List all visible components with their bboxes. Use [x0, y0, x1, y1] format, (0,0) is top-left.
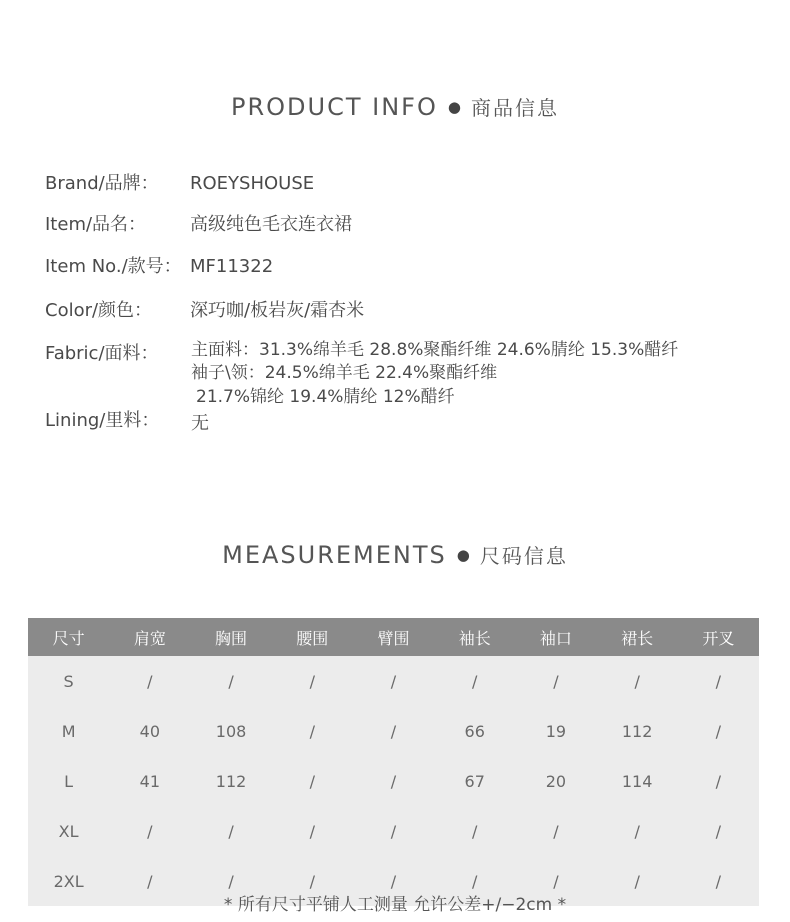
header-skirt-length: 裙长 — [597, 618, 678, 656]
table-cell: / — [678, 756, 759, 806]
table-cell: / — [190, 856, 271, 906]
table-cell: M — [28, 706, 109, 756]
product-info-title-cn: 商品信息 — [470, 96, 559, 120]
table-cell: / — [272, 806, 353, 856]
fabric-label: Fabric/面料： — [45, 343, 159, 364]
color-value: 深巧咖/板岩灰/霜杏米 — [190, 300, 365, 321]
bullet-dot-icon: ● — [447, 98, 461, 116]
header-bust: 胸围 — [190, 618, 271, 656]
table-cell: / — [597, 806, 678, 856]
product-info-title — [0, 92, 790, 121]
table-row — [28, 756, 759, 806]
fabric-row — [45, 339, 190, 365]
header-cuff: 袖口 — [515, 618, 596, 656]
measurements-title-cn: 尺码信息 — [479, 544, 568, 568]
color-label: Color/颜色： — [45, 300, 153, 321]
fabric-value-line2: 袖子\领：24.5%绵羊毛 22.4%聚酯纤维 — [191, 363, 498, 383]
table-cell: / — [515, 856, 596, 906]
table-cell: 66 — [434, 706, 515, 756]
table-cell: 19 — [515, 706, 596, 756]
brand-label: Brand/品牌： — [45, 173, 159, 194]
size-table-header-row — [28, 618, 759, 656]
table-cell: / — [353, 806, 434, 856]
table-cell: XL — [28, 806, 109, 856]
table-cell: / — [678, 856, 759, 906]
table-cell: / — [353, 656, 434, 706]
table-cell: 112 — [597, 706, 678, 756]
table-cell: / — [434, 806, 515, 856]
table-cell: L — [28, 756, 109, 806]
table-cell: / — [272, 656, 353, 706]
table-cell: S — [28, 656, 109, 706]
brand-value: ROEYSHOUSE — [190, 173, 315, 194]
size-table — [28, 618, 759, 906]
header-slit: 开叉 — [678, 618, 759, 656]
table-cell: / — [109, 806, 190, 856]
table-cell: / — [353, 756, 434, 806]
table-cell: 20 — [515, 756, 596, 806]
table-cell: / — [109, 656, 190, 706]
table-cell: / — [597, 656, 678, 706]
measurement-note: * 所有尺寸平铺人工测量 允许公差+/−2cm * — [223, 895, 567, 915]
table-cell: 114 — [597, 756, 678, 806]
table-cell: 40 — [109, 706, 190, 756]
brand-row — [45, 169, 314, 195]
table-cell: / — [272, 756, 353, 806]
table-row — [28, 656, 759, 706]
measurements-title — [0, 540, 790, 569]
item-no-label: Item No./款号： — [45, 256, 182, 277]
table-cell: / — [678, 706, 759, 756]
measurements-title-en: MEASUREMENTS — [222, 541, 447, 569]
product-info-title-en: PRODUCT INFO — [231, 93, 438, 121]
table-cell: 41 — [109, 756, 190, 806]
table-cell: / — [190, 806, 271, 856]
lining-label: Lining/里料： — [45, 410, 160, 431]
header-sleeve-length: 袖长 — [434, 618, 515, 656]
table-cell: / — [515, 656, 596, 706]
table-cell: 112 — [190, 756, 271, 806]
table-cell: / — [109, 856, 190, 906]
item-no-value: MF11322 — [190, 256, 274, 277]
table-cell: / — [434, 656, 515, 706]
item-value: 高级纯色毛衣连衣裙 — [190, 214, 352, 235]
fabric-value-line3: 21.7%锦纶 19.4%腈纶 12%醋纤 — [196, 387, 455, 407]
fabric-value-line1: 主面料：31.3%绵羊毛 28.8%聚酯纤维 24.6%腈纶 15.3%醋纤 — [191, 340, 679, 360]
lining-row — [45, 406, 208, 432]
table-cell: / — [272, 856, 353, 906]
bullet-dot-icon: ● — [456, 546, 470, 564]
header-waist: 腰围 — [272, 618, 353, 656]
table-cell: / — [515, 806, 596, 856]
item-no-row — [45, 252, 273, 278]
header-size: 尺寸 — [28, 618, 109, 656]
header-arm: 臂围 — [353, 618, 434, 656]
table-row — [28, 806, 759, 856]
table-cell: / — [434, 856, 515, 906]
table-cell: / — [597, 856, 678, 906]
table-row — [28, 706, 759, 756]
table-cell: 108 — [190, 706, 271, 756]
color-row — [45, 296, 364, 322]
header-shoulder: 肩宽 — [109, 618, 190, 656]
table-cell: / — [190, 656, 271, 706]
lining-value: 无 — [191, 413, 209, 434]
table-cell: 67 — [434, 756, 515, 806]
table-cell: 2XL — [28, 856, 109, 906]
table-cell: / — [353, 856, 434, 906]
table-cell: / — [678, 656, 759, 706]
item-label: Item/品名： — [45, 214, 147, 235]
item-row — [45, 210, 352, 236]
table-cell: / — [353, 706, 434, 756]
table-cell: / — [678, 806, 759, 856]
table-cell: / — [272, 706, 353, 756]
